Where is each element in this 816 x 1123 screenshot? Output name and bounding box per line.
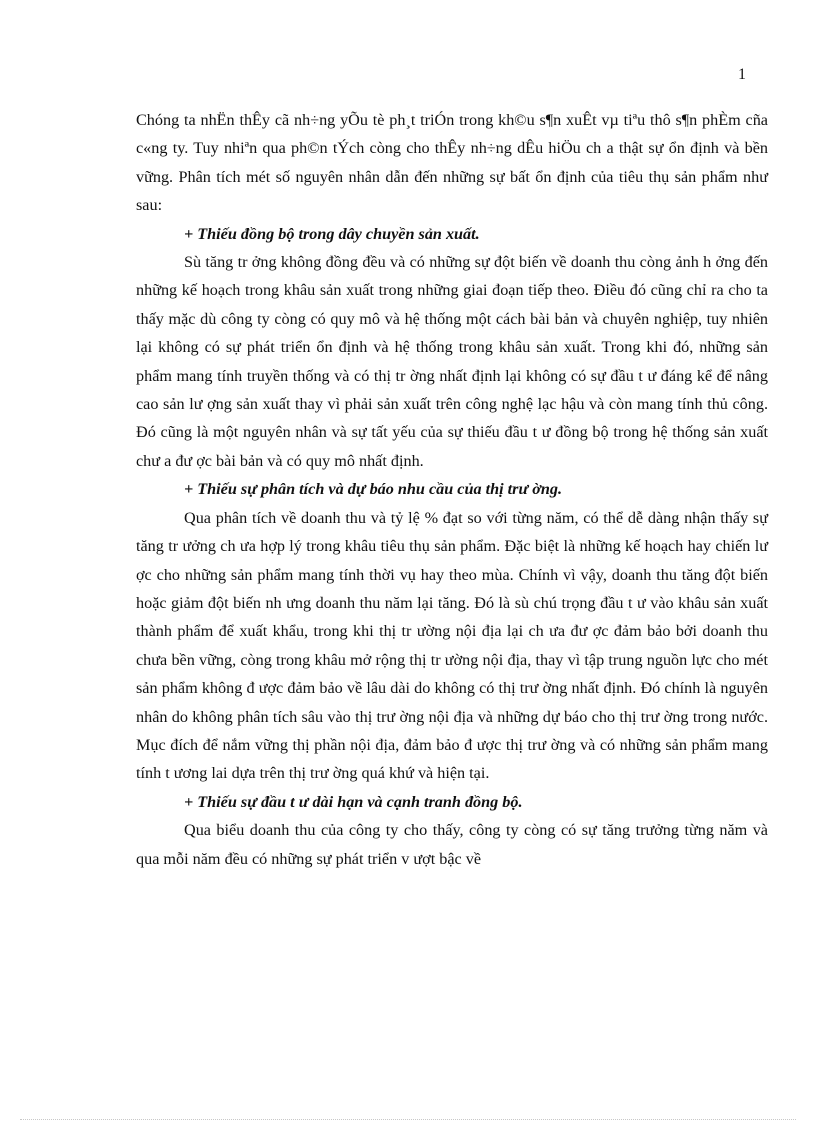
body-paragraph-market-analysis: Qua phân tích về doanh thu và tỷ lệ % đạt so với từng năm, có thể dễ dàng nhận thấy sự tăng tr ưởng ch ưa hợp lý trong khâu tiêu thụ sản phẩm. Đặc biệt là những kế hoạch hay chiến lư ợc cho những sản phẩm mang tính thời vụ hay theo mùa. Chính vì vậy, doanh thu tăng đột biến hoặc giảm đột biến nh ưng doanh thu năm lại tăng. Đó là sù chú trọng đầu t ư vào khâu sản xuất thành phẩm để xuất khẩu, trong khi thị tr ường nội địa lại ch ưa đư ợc đảm bảo bởi doanh thu chưa bền vững, còng trong khâu mở rộng thị tr ường nội địa, thay vì tập trung nguồn lực cho mét sản phẩm không đ ược đảm bảo về lâu dài do không có thị trư ờng nhất định. Đó chính là nguyên nhân do không phân tích sâu vào thị trư ờng nội địa và những dự báo cho thị trư ờng trong nước. Mục đích để nắm vững thị phần nội địa, đảm bảo đ ược thị trư ờng và có những sản phẩm mang tính t ương lai dựa trên thị trư ờng quá khứ và hiện tại. — [136, 508, 768, 783]
page-bottom-divider — [20, 1119, 796, 1120]
body-paragraph-investment: Qua biểu doanh thu của công ty cho thấy, công ty còng có sự tăng trưởng từng năm và qua mỗi năm đều có những sự phát triển v ượt bậc về — [136, 821, 768, 868]
section-heading-investment: + Thiếu sự đầu t ư dài hạn và cạnh tranh đồng bộ. — [184, 792, 523, 811]
section-heading-production: + Thiếu đồng bộ trong dây chuyền sản xuất. — [184, 224, 480, 243]
section-heading-market-analysis: + Thiếu sự phân tích và dự báo nhu cầu của thị trư ờng. — [184, 480, 563, 499]
page-number: 1 — [738, 66, 746, 83]
intro-paragraph: Chóng ta nhËn thÊy cã nh÷ng yÕu tè ph¸t triÓn trong kh©u s¶n xuÊt vµ tiªu thô s¶n phÈm cña c«ng ty. Tuy nhiªn qua ph©n tÝch còng cho thÊy nh÷ng dÊu hiÖu ch a thật sự ổn định và bền vững. Phân tích mét số nguyên nhân dẫn đến những sự bất ổn định của tiêu thụ sản phẩm như sau: — [136, 111, 768, 215]
body-paragraph-production: Sù tăng tr ởng không đồng đều và có những sự đột biến về doanh thu còng ảnh h ởng đến những kế hoạch trong khâu sản xuất trong những giai đoạn tiếp theo. Điều đó cũng chỉ ra cho ta thấy mặc dù công ty còng có quy mô và hệ thống một cách bài bản và chuyên nghiệp, tuy nhiên lại không có sự phát triển ổn định và hệ thống trong khâu sản xuất. Trong khi đó, những sản phẩm mang tính truyền thống và có thị tr ờng nhất định lại không có sự đầu t ư đáng kể để nâng cao sản lư ợng sản xuất thay vì phải sản xuất trên công nghệ lạc hậu và còn mang tính thủ công. Đó cũng là một nguyên nhân và sự tất yếu của sự thiếu đầu t ư đồng bộ trong hệ thống sản xuất chư a đư ợc bài bản và có quy mô nhất định. — [136, 253, 768, 470]
document-body — [136, 106, 768, 873]
